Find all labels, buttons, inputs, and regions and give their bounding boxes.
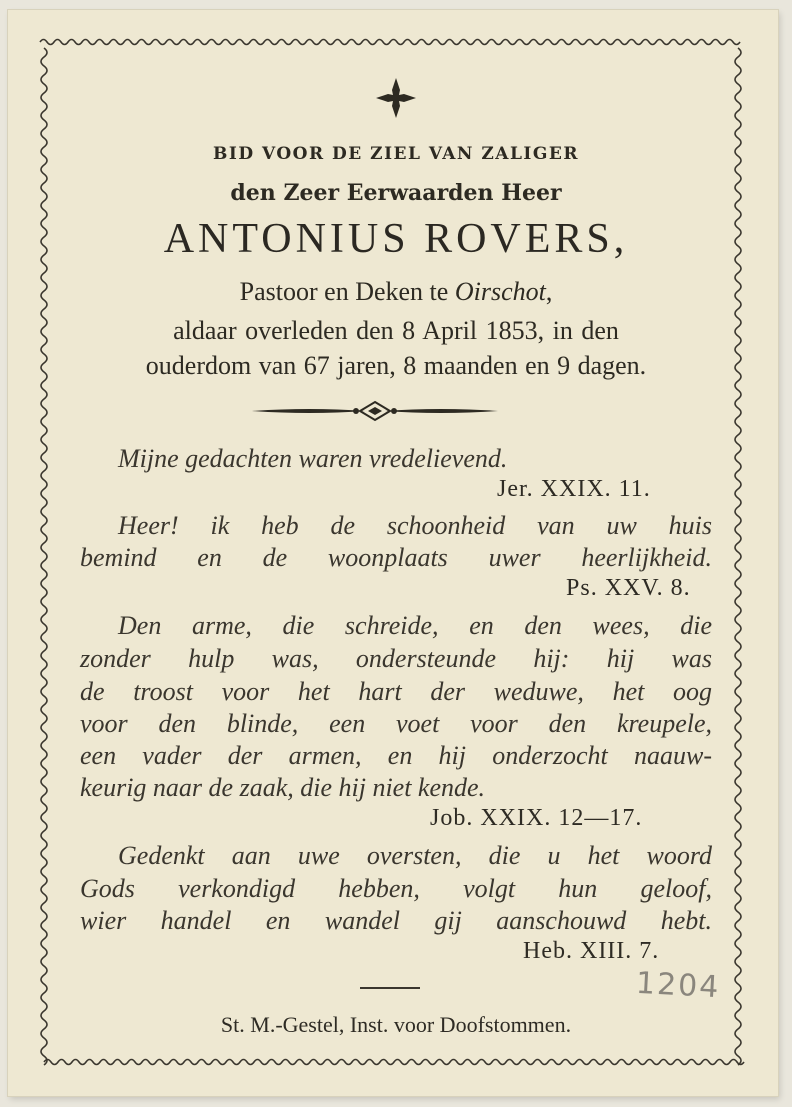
flourish-divider [250,397,500,425]
verse-reference: Ps. XXV. 8. [566,575,691,601]
verse-line: een vader der armen, en hij onderzocht naauw- [80,741,712,770]
cross-icon [0,76,792,124]
verse-reference: Job. XXIX. 12—17. [430,805,643,831]
position-prefix: Pastoor en Deken te [239,277,455,306]
short-rule [360,987,420,989]
verse-line: Den arme, die schreide, en den wees, die [118,611,712,640]
border-wave [40,40,740,45]
border-wave [44,1060,744,1065]
honorific: den Zeer Eerwaarden Heer [230,180,562,206]
verse-line: Gods verkondigd hebben, volgt hun geloof, [80,874,712,903]
position-line [0,277,792,307]
verse-line: Heer! ik heb de schoonheid van uw huis [118,511,712,540]
verse-line: wier handel en wandel gij aanschouwd hebt. [80,906,712,935]
age-line: ouderdom van 67 jaren, 8 maanden en 9 dagen. [145,351,647,380]
printer-imprint: St. M.-Gestel, Inst. voor Doofstommen. [220,1012,572,1037]
verse-line: zonder hulp was, ondersteunde hij: hij was [80,644,712,673]
verse-line: Mijne gedachten waren vredelievend. [118,444,508,473]
position-suffix: , [545,277,553,306]
prayer-intro: BID VOOR DE ZIEL VAN ZALIGER [213,144,579,164]
verse-line: de troost voor het hart der weduwe, het oog [80,677,712,706]
verse-line: voor den blinde, een voet voor den kreupele, [80,709,712,738]
death-line: aldaar overleden den 8 April 1853, in den [173,316,619,345]
handwritten-number: 1204 [635,965,722,1006]
verse-reference: Jer. XXIX. 11. [497,476,651,502]
verse-line: keurig naar de zaak, die hij niet kende. [80,773,486,802]
verse-reference: Heb. XIII. 7. [523,938,660,964]
place-name: Oirschot [454,277,546,306]
verse-line: bemind en de woonplaats uwer heerlijkheid. [80,543,712,572]
deceased-name: ANTONIUS ROVERS, [163,216,629,262]
verse-line: Gedenkt aan uwe oversten, die u het woord [118,841,712,870]
